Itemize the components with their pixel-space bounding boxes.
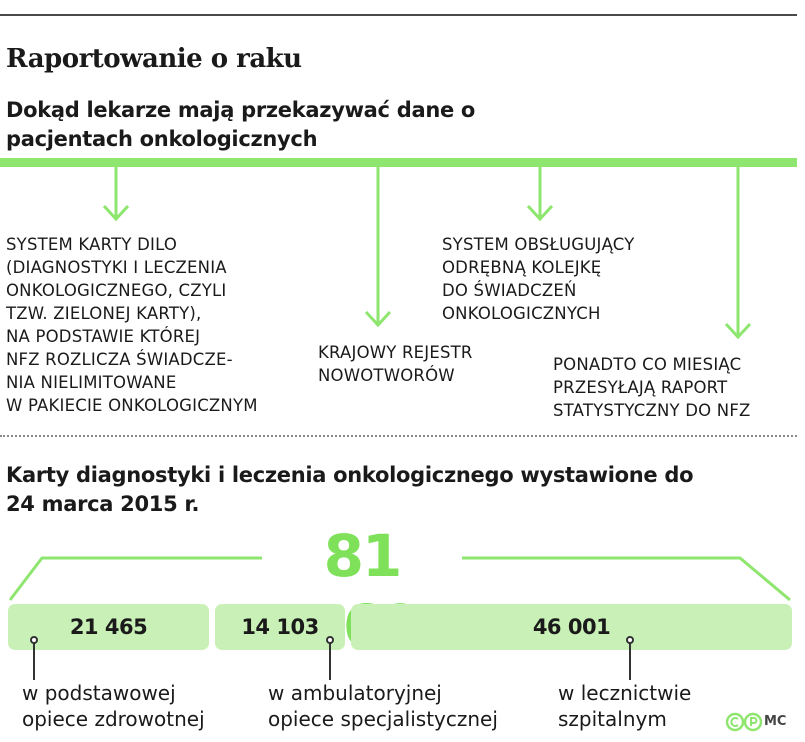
- section-subtitle: Dokąd lekarze mają przekazywać dane o pacjentach onkologicznych: [6, 98, 476, 151]
- segment-value: 14 103: [241, 615, 319, 639]
- license-icon: [726, 712, 762, 732]
- leader-lines: [0, 636, 805, 682]
- top-rule: [0, 14, 797, 16]
- segment-label-primary: w podstawowej opiece zdrowotnej: [22, 681, 205, 731]
- segment-label-outpatient: w ambulatoryjnej opiece specjalistycznej: [268, 681, 498, 731]
- total-value: 81: [323, 522, 401, 590]
- section-divider: [0, 435, 797, 437]
- arrow-down-icon: [100, 166, 132, 228]
- segment-value: 46 001: [532, 615, 611, 639]
- credit: MC: [764, 714, 787, 729]
- cards-title: Karty diagnostyki i leczenia onkologicznego wystawione do 24 marca 2015 r.: [6, 463, 694, 516]
- segment-value: 21 465: [69, 615, 148, 639]
- destination-nfz-report: PONADTO CO MIESIĄC PRZESYŁAJĄ RAPORT STATYSTYCZNY DO NFZ: [553, 355, 751, 420]
- destination-dilo: SYSTEM KARTY DILO (DIAGNOSTYKI I LECZENIA ONKOLOGICZNEGO, CZYLI TZW. ZIELONEJ KARTY), NA PODSTAWIE KTÓREJ NFZ ROZLICZA ŚWIADCZE- NIA NIELIMITOWANE W PAKIECIE ONKOLOGICZNYM: [6, 235, 258, 415]
- arrow-down-icon: [722, 166, 754, 346]
- arrow-down-icon: [524, 166, 556, 228]
- destination-krn: KRAJOWY REJESTR NOWOTWORÓW: [318, 343, 473, 385]
- page-title: Raportowanie o raku: [6, 44, 302, 74]
- segment-label-hospital: w lecznictwie szpitalnym: [558, 681, 692, 731]
- destination-queue-system: SYSTEM OBSŁUGUJĄCY ODRĘBNĄ KOLEJKĘ DO ŚWIADCZEŃ ONKOLOGICZNYCH: [442, 235, 635, 323]
- arrow-down-icon: [362, 166, 394, 334]
